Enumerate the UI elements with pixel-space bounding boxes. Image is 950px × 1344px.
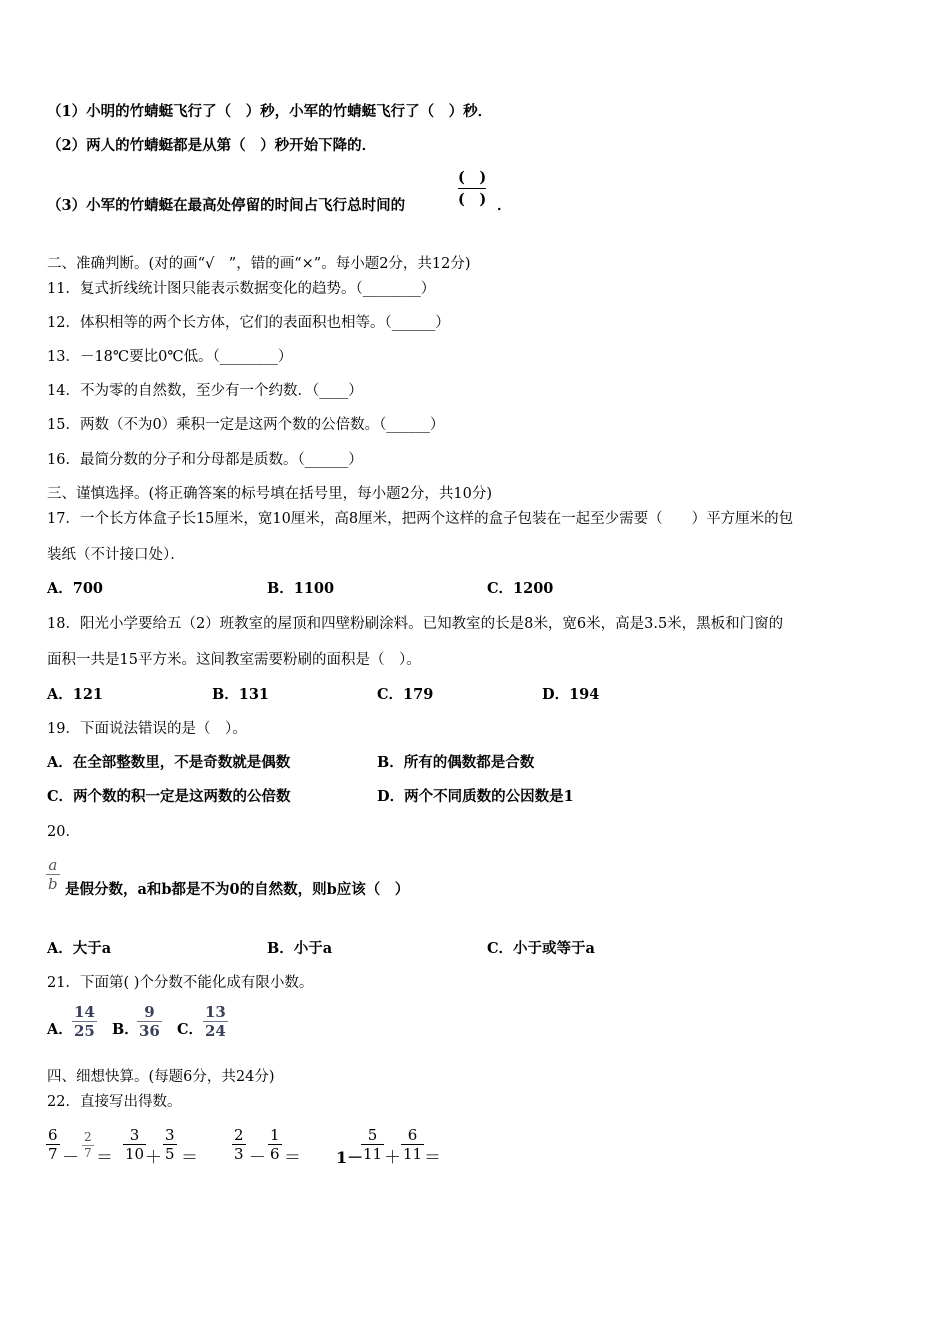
calc-1-equals: ＝ (96, 1148, 113, 1168)
calc-4-fraction-1 (361, 1126, 384, 1163)
calc-4-lead: 1－ (336, 1148, 364, 1167)
q21-option-a-fraction (72, 1003, 97, 1040)
calc-3-equals: ＝ (284, 1148, 301, 1168)
calc-2-fraction-1 (123, 1126, 146, 1163)
q-sub-1: （1）小明的竹蜻蜓飞行了（ ）秒，小军的竹蜻蜓飞行了（ ）秒． (47, 103, 493, 120)
q18-option-d: D．194 (542, 686, 600, 703)
section-4-heading: 四、细想快算。(每题6分，共24分) (47, 1069, 275, 1085)
fraction-denominator: 11 (403, 1145, 423, 1163)
section-3-heading: 三、谨慎选择。(将正确答案的标号填在括号里，每小题2分，共10分) (47, 486, 492, 502)
question-18-line-1: 18．阳光小学要给五（2）班教室的屋顶和四壁粉刷涂料。已知教室的长是8米，宽6米，高是3.5米，黑板和门窗的 (47, 616, 784, 632)
q19-option-d: D．两个不同质数的公因数是1 (377, 788, 574, 805)
fraction-denominator: 25 (74, 1022, 95, 1040)
question-18-line-2: 面积一共是15平方米。这间教室需要粉刷的面积是（ ）。 (47, 652, 421, 668)
fraction-denominator: ( ) (458, 191, 487, 208)
calc-2-fraction-2 (163, 1126, 177, 1163)
q20-option-c: C．小于或等于a (487, 940, 595, 957)
q21-option-a-label: A． (47, 1021, 73, 1038)
fraction-denominator: 24 (205, 1022, 226, 1040)
q21-option-b-label: B． (112, 1021, 139, 1038)
question-21: 21．下面第( )个分数不能化成有限小数。 (47, 975, 314, 991)
q21-option-b-fraction (137, 1003, 162, 1040)
fraction-denominator: 6 (270, 1145, 280, 1163)
q-sub-3-fraction (458, 168, 486, 211)
calc-3-fraction-1 (232, 1126, 246, 1163)
q-sub-3-text: （3）小军的竹蜻蜓在最高处停留的时间占飞行总时间的 (47, 197, 406, 214)
calc-3-operator: － (249, 1148, 266, 1168)
q-sub-2: （2）两人的竹蜻蜓都是从第（ ）秒开始下降的． (47, 137, 377, 154)
q20-option-a: A．大于a (47, 940, 112, 957)
fraction-denominator: 11 (363, 1145, 383, 1163)
question-13: 13．－18℃要比0℃低。（________） (47, 349, 293, 365)
fraction-denominator: 7 (84, 1146, 92, 1160)
q18-option-b: B．131 (212, 686, 270, 703)
fraction-denominator: 10 (125, 1145, 145, 1163)
q18-option-c: C．179 (377, 686, 434, 703)
calc-2-operator: ＋ (145, 1148, 162, 1168)
q21-option-c-label: C． (177, 1021, 204, 1038)
calc-4-operator: ＋ (384, 1148, 401, 1168)
question-19: 19．下面说法错误的是（ ）。 (47, 721, 247, 737)
calc-1-fraction-1 (46, 1126, 60, 1163)
question-12: 12．体积相等的两个长方体，它们的表面积也相等。（______） (47, 315, 450, 331)
calc-2-equals: ＝ (181, 1148, 198, 1168)
question-15: 15．两数（不为0）乘积一定是这两个数的公倍数。（______） (47, 417, 445, 433)
question-17-line-1: 17．一个长方体盒子长15厘米，宽10厘米，高8厘米，把两个这样的盒子包装在一起至少需要（ ）平方厘米的包 (47, 511, 794, 527)
fraction-numerator: 5 (367, 1126, 378, 1144)
fraction-numerator: 2 (234, 1126, 244, 1144)
fraction-denominator: 36 (139, 1022, 160, 1040)
fraction-numerator: 1 (270, 1126, 280, 1144)
calc-1-fraction-2 (82, 1130, 94, 1161)
q19-option-b: B．所有的偶数都是合数 (377, 754, 535, 771)
question-20-number: 20． (47, 824, 80, 840)
calc-1-operator: － (62, 1148, 79, 1168)
fraction-numerator: 14 (74, 1003, 95, 1021)
fraction-numerator: 2 (84, 1130, 92, 1144)
question-22: 22．直接写出得数。 (47, 1094, 182, 1110)
question-11: 11．复式折线统计图只能表示数据变化的趋势。（________） (47, 281, 436, 297)
fraction-numerator: 6 (48, 1126, 58, 1144)
q19-option-a: A．在全部整数里，不是奇数就是偶数 (47, 754, 291, 771)
question-14: 14．不为零的自然数，至少有一个约数．（____） (47, 383, 363, 399)
q17-option-c: C．1200 (487, 580, 554, 597)
fraction-numerator: 6 (407, 1126, 418, 1144)
fraction-denominator: 7 (48, 1145, 58, 1163)
fraction-numerator: ( ) (458, 169, 487, 186)
calc-4-fraction-2 (401, 1126, 424, 1163)
fraction-numerator: 3 (165, 1126, 175, 1144)
fraction-denominator: 3 (234, 1145, 244, 1163)
q21-option-c-fraction (203, 1003, 228, 1040)
fraction-numerator: 3 (129, 1126, 140, 1144)
question-20-text: 是假分数，a和b都是不为0的自然数，则b应该（ ） (65, 881, 410, 898)
question-17-line-2: 装纸（不计接口处）． (47, 547, 185, 563)
fraction-numerator: 13 (205, 1003, 226, 1021)
fraction-denominator: b (48, 875, 58, 893)
fraction-denominator: 5 (165, 1145, 175, 1163)
q20-fraction (46, 856, 60, 893)
calc-3-fraction-2 (268, 1126, 282, 1163)
fraction-numerator: 9 (144, 1003, 155, 1021)
q17-option-a: A．700 (47, 580, 104, 597)
q18-option-a: A．121 (47, 686, 104, 703)
q20-option-b: B．小于a (267, 940, 333, 957)
section-2-heading: 二、准确判断。(对的画“√ ”，错的画“×”。每小题2分，共12分) (47, 256, 471, 272)
q-sub-3-end: ． (497, 197, 512, 214)
fraction-numerator: a (48, 856, 58, 874)
q19-option-c: C．两个数的积一定是这两数的公倍数 (47, 788, 291, 805)
q17-option-b: B．1100 (267, 580, 335, 597)
question-16: 16．最简分数的分子和分母都是质数。（______） (47, 452, 363, 468)
calc-4-equals: ＝ (424, 1148, 441, 1168)
